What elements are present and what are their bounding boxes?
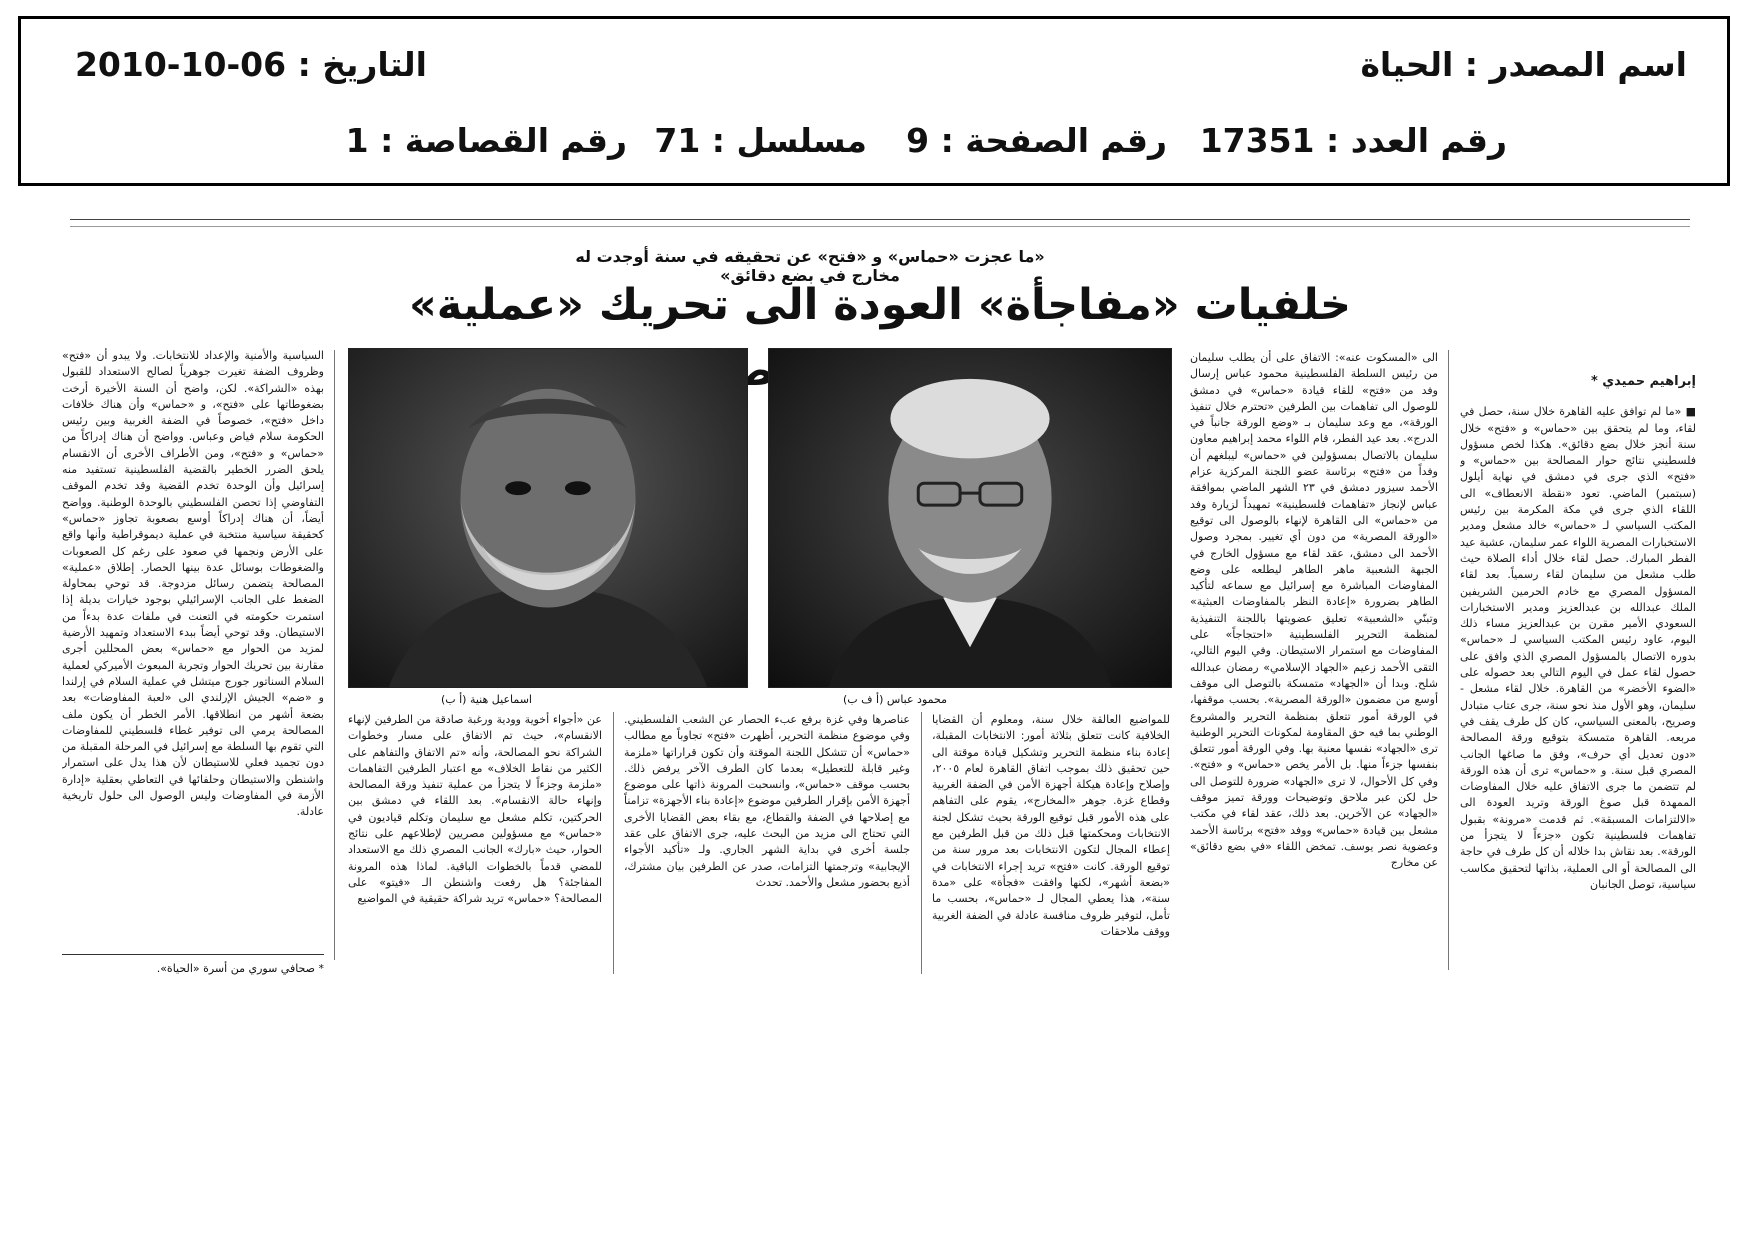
abbas-caption: محمود عباس (أ ف ب) [843,693,947,706]
page-number: رقم الصفحة : 9 [906,121,1167,160]
column-separator [921,712,922,974]
issue-number: رقم العدد : 17351 [1199,121,1507,160]
footnote-divider [62,954,324,955]
serial-number: مسلسل : 71 [654,121,867,160]
portrait-haniyeh-icon [349,349,747,687]
column-separator [334,350,335,960]
article-column-6 [62,348,324,948]
column-1-text: ■ «ما لم توافق عليه القاهرة خلال سنة، حصل في لقاء، وما لم يتحقق بين «حماس» و «فتح» خلال سنة أنجز خلال بضع دقائق». هكذا لخص مسؤول فلسطيني نتائج حوار المصالحة بين «حماس» و «فتح» الذي جرى في دمشق في نهاية أيلول (سبتمبر) الماضي. تعود «نقطة الانعطاف» الى اللقاء الذي جرى في مكة المكرمة بين رئيس المكتب السياسي لـ «حماس» خالد مشعل ومدير الاستخبارات المصرية اللواء عمر سليمان، عشية عيد الفطر المبارك. حصل لقاء خلال أداء الصلاة حيث طلب مشعل من سليمان لقاء رسمياً. بعد لقاء المسؤول المصري مع خادم الحرمين الشريفين الملك عبدالله بن عبدالعزيز ومدير الاستخبارات السعودي الأمير مقرن بن عبدالعزيز مساء ذلك اليوم، عاود رئيس المكتب السياسي لـ «حماس» بدوره الاتصال بالمسؤول المصري الذي وافق على حصول لقاء عمل في اليوم التالي بعد حصوله على «الضوء الأخضر» من القاهرة. خلال لقاء مشعل - سليمان، وهو الأول منذ نحو سنة، جرى عتاب متبادل وصريح، بالمعنى السياسي، كان كل طرف يقف في مربعه. القاهرة متمسكة بتوقيع ورقة المصالحة «دون تعديل أي حرف»، وفق ما صاغها الجانب المصري قبل سنة. و «حماس» ترى أن هذه الورقة لم تتضمن ما جرى الاتفاق عليه خلال المفاوضات الممهدة قبل صوغ الورقة وتريد العودة الى «الالتزامات المسبقة». ثم قدمت «مرونة» بقبول تفاهمات فلسطينية تكون «جزءاً لا يتجزأ من الورقة». بعد نقاش بدا خلاله أن كل طرف في حاجة الى المصالحة أو الى العملية، بذاتها لتحقيق مكاسب سياسية، توصل الجانبان [1460,405,1696,891]
top-divider [70,219,1690,220]
author-footnote: * صحافي سوري من أسرة «الحياة». [156,962,324,975]
haniyeh-photo [348,348,748,688]
article-byline: إبراهيم حميدي * [1590,374,1696,389]
column-5-text: عن «أجواء أخوية وودية ورغبة صادقة من الطرفين لإنهاء الانقسام»، حيث تم الاتفاق على مسار وخطوات الشراكة نحو المصالحة، وأنه «تم الاتفاق والتفاهم على الكثير من نقاط الخلاف» مع اعتبار الطرفين التفاهمات «ملزمة وجزءاً لا يتجزأ من عملية تنفيذ ورقة المصالحة وإنهاء حالة الانقسام». بعد اللقاء في دمشق بين الحركتين، تكلم مشعل مع سليمان وتكلم قياديون في «حماس» مع مسؤولين مصريين لإطلاعهم على نتائج الحوار، حيث «بارك» الجانب المصري ذلك مع الاستعداد للمضي قدماً بالخطوات الباقية. لماذا هذه المرونة المفاجئة؟ هل رفعت واشنطن الـ «فيتو» على المصالحة؟ «حماس» تريد شراكة حقيقية في المواضيع [348,713,602,906]
portrait-abbas-icon [769,349,1171,687]
column-separator [1448,350,1449,970]
haniyeh-caption: اسماعيل هنية (أ ب) [440,693,532,706]
column-3-text: للمواضيع العالقة خلال سنة، ومعلوم أن القضايا الخلافية كانت تتعلق بثلاثة أمور: الانتخابات المقبلة، إعادة بناء منظمة التحرير وتشكيل قيادة موقتة الى حين تحقيق ذلك بموجب اتفاق القاهرة لعام ٢٠٠٥، وإصلاح وإعادة هيكلة أجهزة الأمن في الضفة الغربية وقطاع غزة. جوهر «المخارج»، يقوم على التفاهم على هذه الأمور قبل توقيع الورقة بحيث تشكل لجنة الانتخابات ومحكمتها قبل ذلك من قبل الطرفين مع إعطاء المجال لتكون الانتخابات بعد مرور سنة من توقيع الورقة. كانت «فتح» تريد إجراء الانتخابات في «بضعة أشهر»، لكنها وافقت «فجأة» على «مدة سنة»، هذا يعطي المجال لـ «حماس»، بحسب ما تأمل، لتوفير ظروف منافسة عادلة في الضفة الغربية ووقف ملاحقات [932,713,1170,938]
article-column-5 [348,712,602,982]
article-kicker: «ما عجزت «حماس» و «فتح» عن تحقيقه في سنة أوجدت له مخارج في بضع دقائق» [575,247,1045,285]
abbas-photo [768,348,1172,688]
column-2-text: الى «المسكوت عنه»: الاتفاق على أن يطلب سليمان من رئيس السلطة الفلسطينية محمود عباس إرسال وفد من «فتح» للقاء قيادة «حماس» في دمشق للوصول الى تفاهمات بين الطرفين «تحترم خلال تنفيذ الورقة»، مع وعد سليمان بـ «وضع الورقة جانباً في الدرج». بعد عيد الفطر، قام اللواء محمد إبراهيم معاون سليمان بالاتصال بمسؤولين في «حماس» ليبلغهم أن وفداً من «فتح» برئاسة عضو اللجنة المركزية عزام الأحمد سيزور دمشق في ٢٣ الشهر الماضي بموافقة عباس لإنجاز «تفاهمات فلسطينية» تمهيداً لزيارة وفد من «حماس» الى القاهرة لإنهاء بالوصول الى توقيع «الورقة المصرية» من دون أي تغيير. بمجرد وصول الأحمد الى دمشق، عقد لقاء مع مسؤول الخارج في الجبهة الشعبية ماهر الطاهر ليطلعه على وضع المفاوضات المباشرة مع إسرائيل مع سماعه لتأكيد الطاهر بضرورة «إعادة النظر بالمفاوضات العبثية» وتبنّي «الشعبية» تعليق عضويتها باللجنة التنفيذية لمنظمة التحرير الفلسطينية «احتجاجاً» على المفاوضات مع استمرار الاستيطان. وفي اليوم التالي، التقى الأحمد زعيم «الجهاد الإسلامي» رمضان عبدالله شلح. وبدا أن «الجهاد» متمسكة بالتوصل الى موقف أوسع من مضمون «الورقة المصرية». بحسب موقفها، في الورقة أمور تتعلق بمنظمة التحرير والمشروع الوطني بما فيه حق المقاومة لمكونات التحرير الوطنية ترى «الجهاد» نفسها معنية بها. وفي الورقة أمور تتعلق بنفسها جزءاً منها. بل الأمر يخص «حماس» و «فتح». وفي كل الأحوال، لا ترى «الجهاد» ضرورة للتوصل الى حل لكن عبر ملاحق وتوضيحات وورقة تميز موقف «الجهاد» عن الآخرين. بعد ذلك، عقد لقاء في مكتب مشعل بين قيادة «حماس» ووفد «فتح» برئاسة الأحمد وعضوية نصر يوسف. تمخض اللقاء «في بضع دقائق» عن مخارج [1190,351,1438,870]
publication-date: التاريخ : 06-10-2010 [74,45,427,84]
article-column-2 [1190,350,1438,978]
column-separator [613,712,614,974]
article-headline: خلفيات «مفاجأة» العودة الى تحريك «عملية» [408,280,1351,330]
article-column-4 [624,712,910,982]
article-column-3 [932,712,1170,982]
top-divider-secondary [70,226,1690,227]
source-name: اسم المصدر : الحياة [1360,45,1687,84]
article-column-1 [1460,374,1696,974]
clipping-metadata-box [18,16,1730,186]
column-4-text: عناصرها وفي غزة برفع عبء الحصار عن الشعب الفلسطيني. وفي موضوع منظمة التحرير، أظهرت «فتح» تجاوباً مع مطالب «حماس» أن تتشكل اللجنة الموقتة وأن تكون قراراتها «ملزمة وغير قابلة للتعطيل» بعدما كان الطرف الآخر يرفض ذلك. بحسب موقف «حماس»، وانسحبت المرونة ذاتها على موضوع أجهزة الأمن بإقرار الطرفين موضوع «إعادة بناء الأجهزة» تزامناً مع إصلاحها في الضفة والقطاع، مع بقاء بعض القضايا الأخرى التي تحتاج الى مزيد من البحث عليه، جرى الاتفاق على عقد جلسة أخرى في بداية الشهر الجاري. ولـ «تأكيد الأجواء الإيجابية» وترجمتها التزامات، صدر عن الطرفين بيان مشترك، أذيع بحضور مشعل والأحمد. تحدث [624,713,910,889]
column-6-text: السياسية والأمنية والإعداد للانتخابات. ولا يبدو أن «فتح» وظروف الضفة تغيرت جوهرياً لصالح الاستعداد للقبول بهذه «الشراكة». لكن، واضح أن السنة الأخيرة أرخت بضغوطاتها على «فتح»، و «حماس» وأن هناك خلافات داخل «فتح»، خصوصاً في الضفة الغربية وبين رئيس الحكومة سلام فياض وعباس. وواضح أن هناك إدراكاً من «حماس» و «فتح»، ومن الأطراف الأخرى أن الانقسام يلحق الضرر الخطير بالقضية الفلسطينية تستفيد منه إسرائيل وأن الوحدة تخدم القضية وقد تخدم الموقف التفاوضي إذا تحصن الفلسطيني بالوحدة الوطنية. وواضح أيضاً، أن هناك إدراكاً أوسع بصعوبة تجاوز «حماس» كحقيقة سياسية منتخبة في عملية ديموقراطية وأنها واقع على الأرض ونجمها في صعود على رغم كل الصعوبات والضغوطات بوسائل عدة بينها الحصار. إطلاق «عملية» المصالحة يتضمن رسائل مزدوجة. قد توحي بمحاولة الضغط على الجانب الإسرائيلي بوجود خيارات بديلة إذا استمرت حكومته في التعنت في ملفات عدة بدءاً من الاستيطان. وقد توحي أيضاً ببدء الاستعداد وتمهيد الأرضية لمزيد من الحوار مع «حماس» بعض المحللين أجرى مقارنة بين تحريك الحوار وتجربة المبعوث الأميركي لعملية السلام السناتور جورج ميتشل في عملية السلام في إرلندا و «ضم» الجيش الإرلندي الى «لعبة المفاوضات» بعد بضعة أشهر من انطلاقها. الأمر الخطر أن يكون ملف المصالحة يرمي الى توفير غطاء فلسطيني للمفاوضات التي تقوم بها السلطة مع إسرائيل في المرحلة المقبلة من دون تجميد فعلي للاستيطان لأن هذا يدل على استمرار واشنطن والاستيطان وحلفائها في التعاطي بعقلية «إدارة الأزمة في المفاوضات وليس الوصول الى حلول تاريخية عادلة. [62,349,324,819]
clipping-number: رقم القصاصة : 1 [345,121,627,160]
